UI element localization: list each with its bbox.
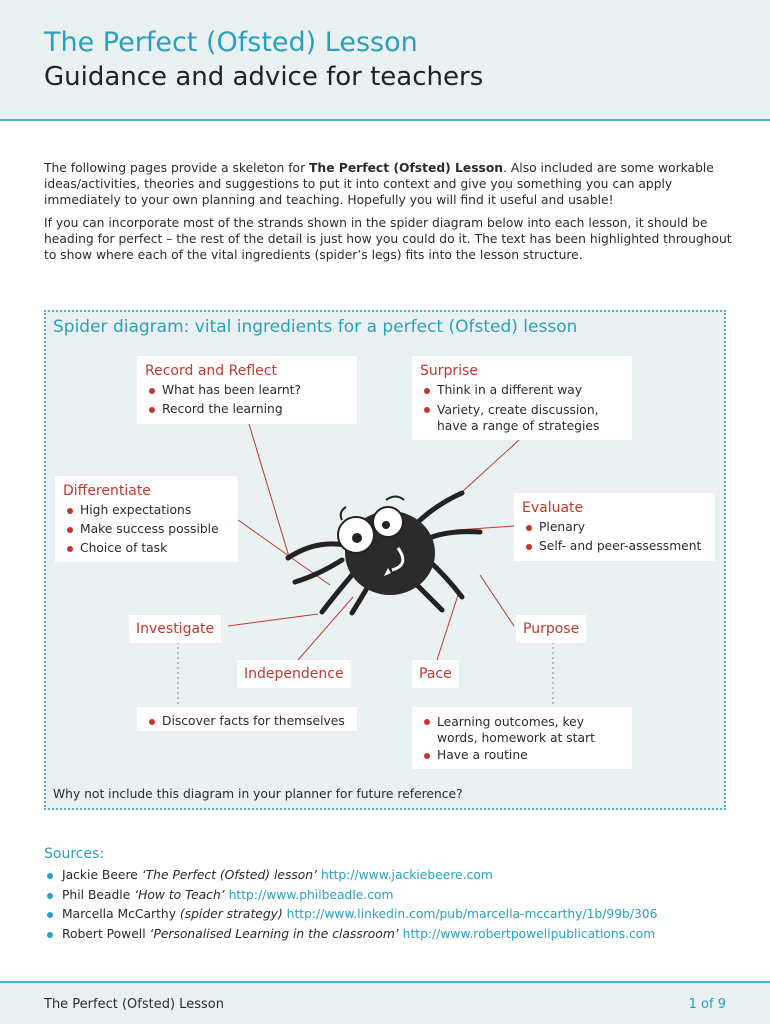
list-item: Choice of task	[63, 539, 230, 558]
spider-leg	[322, 575, 352, 612]
sources-heading: Sources:	[44, 846, 105, 862]
card-heading: Evaluate	[522, 500, 584, 516]
diagram-note: Why not include this diagram in your planner for future reference?	[53, 787, 463, 801]
connector-line	[228, 614, 318, 626]
page-number: 1 of 9	[688, 997, 726, 1012]
detail-investigate	[137, 707, 357, 731]
spider-leg	[428, 560, 462, 597]
list-item: Plenary	[522, 518, 707, 537]
label-pace: Pace	[412, 660, 459, 688]
card-heading: Record and Reflect	[145, 363, 277, 379]
card-heading: Differentiate	[63, 483, 151, 499]
card-differentiate	[55, 476, 238, 562]
list-item: Discover facts for themselves	[145, 712, 349, 731]
connector-line	[480, 575, 514, 626]
intro-text: . Also included are some workable ideas/activities, theories and suggestions to put it into context and give you something you can apply immediately to your own planning and teaching. Hopefully you will find it useful and usable!	[44, 161, 714, 207]
footer-title: The Perfect (Ofsted) Lesson	[44, 997, 224, 1012]
spider-leg	[295, 560, 342, 582]
list-item: Have a routine	[420, 746, 624, 765]
label-investigate: Investigate	[129, 615, 221, 643]
page-subtitle: Guidance and advice for teachers	[44, 62, 484, 92]
card-surprise	[412, 356, 632, 440]
source-link[interactable]: http://www.jackiebeere.com	[320, 868, 493, 882]
list-item: Think in a different way	[420, 381, 624, 400]
connector-line	[249, 424, 290, 560]
list-item: What has been learnt?	[145, 381, 349, 400]
label-independence: Independence	[237, 660, 351, 688]
intro-paragraph-2: If you can incorporate most of the strands shown in the spider diagram below into each lesson, it should be heading for perfect – the rest of the detail is just how you could do it. The text has been highlighted throughout to show where each of the vital ingredients (spider’s legs) fits into the lesson structure.	[44, 216, 732, 262]
label-purpose: Purpose	[516, 615, 586, 643]
source-item: Marcella McCarthy (spider strategy) http://www.linkedin.com/pub/marcella-mccarthy/1b/99b/306	[44, 905, 657, 925]
source-link[interactable]: http://www.linkedin.com/pub/marcella-mccarthy/1b/99b/306	[286, 907, 658, 921]
card-evaluate	[514, 493, 715, 561]
source-item: Jackie Beere ‘The Perfect (Ofsted) lesson’ http://www.jackiebeere.com	[44, 866, 657, 886]
intro-text: The following pages provide a skeleton for	[44, 161, 310, 175]
spider-leg	[425, 532, 480, 540]
spider-leg	[415, 493, 462, 525]
source-item: Phil Beadle ‘How to Teach’ http://www.philbeadle.com	[44, 886, 657, 906]
list-item: Variety, create discussion, have a range of strategies	[420, 400, 624, 434]
list-item: High expectations	[63, 501, 230, 520]
spider-leg	[288, 544, 345, 558]
spider-diagram-title: Spider diagram: vital ingredients for a perfect (Ofsted) lesson	[53, 317, 578, 337]
card-heading: Surprise	[420, 363, 478, 379]
list-item: Learning outcomes, key words, homework at start	[420, 712, 624, 746]
list-item: Make success possible	[63, 520, 230, 539]
detail-purpose	[412, 707, 632, 769]
intro-bold-title: The Perfect (Ofsted) Lesson	[309, 161, 504, 175]
source-link[interactable]: http://www.robertpowellpublications.com	[402, 926, 656, 941]
connector-line	[462, 440, 519, 492]
source-link[interactable]: http://www.philbeadle.com	[228, 887, 394, 902]
page-footer	[0, 981, 770, 1024]
card-record-reflect	[137, 356, 357, 424]
list-item: Self- and peer-assessment	[522, 537, 707, 556]
page-title: The Perfect (Ofsted) Lesson	[44, 27, 418, 58]
sources-list	[44, 866, 657, 944]
list-item: Record the learning	[145, 400, 349, 419]
source-item: Robert Powell ‘Personalised Learning in the classroom’ http://www.robertpowellpublications.com	[44, 925, 657, 945]
